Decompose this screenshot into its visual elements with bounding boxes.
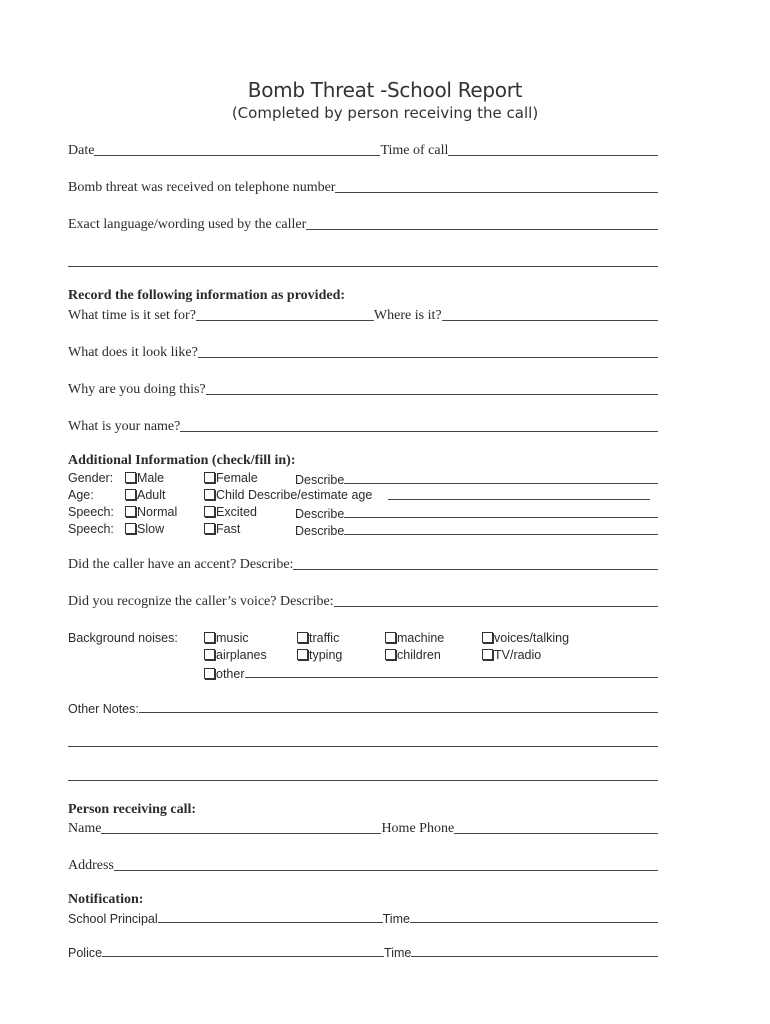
where-label: Where is it? bbox=[373, 308, 442, 323]
gender-male-option[interactable]: Male bbox=[125, 471, 164, 485]
person-heading: Person receiving call: bbox=[68, 802, 197, 817]
address-label: Address bbox=[68, 858, 114, 873]
noise-children-option[interactable]: children bbox=[385, 648, 441, 662]
noise-airplanes-option[interactable]: airplanes bbox=[204, 648, 267, 662]
checkbox-icon[interactable] bbox=[204, 649, 215, 660]
what-time-row bbox=[68, 306, 658, 324]
speech-describe-row-1 bbox=[295, 503, 658, 521]
other-notes-field[interactable] bbox=[139, 712, 658, 713]
checkbox-icon[interactable] bbox=[204, 668, 215, 679]
where-field[interactable] bbox=[442, 320, 658, 321]
phone-row bbox=[68, 178, 658, 196]
noise-typing-option[interactable]: typing bbox=[297, 648, 342, 662]
person-name-field[interactable] bbox=[101, 833, 381, 834]
checkbox-icon[interactable] bbox=[297, 649, 308, 660]
what-time-label: What time is it set for? bbox=[68, 308, 196, 323]
noise-other-option[interactable]: other bbox=[204, 667, 245, 681]
other-notes-field-2[interactable] bbox=[68, 746, 658, 747]
accent-field[interactable] bbox=[293, 569, 658, 570]
time-of-call-label: Time of call bbox=[380, 143, 449, 158]
caller-name-field[interactable] bbox=[180, 431, 658, 432]
principal-time-field[interactable] bbox=[410, 922, 658, 923]
police-time-field[interactable] bbox=[411, 956, 658, 957]
speech-slow-option[interactable]: Slow bbox=[125, 522, 164, 536]
language-row-2 bbox=[68, 252, 658, 270]
principal-label: School Principal bbox=[68, 912, 158, 926]
police-label: Police bbox=[68, 946, 103, 960]
other-notes-row-3 bbox=[68, 766, 658, 784]
gender-describe-field[interactable] bbox=[344, 483, 658, 484]
checkbox-icon[interactable] bbox=[482, 649, 493, 660]
why-row bbox=[68, 380, 658, 398]
why-label: Why are you doing this? bbox=[68, 382, 206, 397]
language-label: Exact language/wording used by the caller bbox=[68, 217, 307, 232]
checkbox-icon[interactable] bbox=[125, 523, 136, 534]
noise-tv-radio-option[interactable]: TV/radio bbox=[482, 648, 541, 662]
home-phone-label: Home Phone bbox=[381, 821, 455, 836]
form-subtitle: (Completed by person receiving the call) bbox=[231, 104, 539, 122]
record-heading: Record the following information as provided: bbox=[68, 288, 346, 303]
speech-describe-row-2 bbox=[295, 520, 658, 538]
gender-describe-label: Describe bbox=[295, 473, 345, 487]
police-row bbox=[68, 942, 658, 960]
speech-label-2: Speech: bbox=[68, 522, 114, 536]
checkbox-icon[interactable] bbox=[297, 632, 308, 643]
notification-heading: Notification: bbox=[68, 892, 144, 907]
noise-other-row bbox=[204, 663, 658, 681]
checkbox-icon[interactable] bbox=[204, 506, 215, 517]
gender-label: Gender: bbox=[68, 471, 114, 485]
speech-describe-label-2: Describe bbox=[295, 524, 345, 538]
what-time-field[interactable] bbox=[196, 320, 374, 321]
principal-row bbox=[68, 908, 658, 926]
checkbox-icon[interactable] bbox=[125, 506, 136, 517]
caller-name-row bbox=[68, 417, 658, 435]
address-field[interactable] bbox=[114, 870, 658, 871]
noise-traffic-option[interactable]: traffic bbox=[297, 631, 339, 645]
checkbox-icon[interactable] bbox=[385, 632, 396, 643]
gender-female-option[interactable]: Female bbox=[204, 471, 258, 485]
speech-excited-option[interactable]: Excited bbox=[204, 505, 257, 519]
age-estimate-field[interactable] bbox=[388, 499, 650, 500]
checkbox-icon[interactable] bbox=[204, 472, 215, 483]
language-field-2[interactable] bbox=[68, 266, 658, 267]
checkbox-icon[interactable] bbox=[385, 649, 396, 660]
voice-label: Did you recognize the caller’s voice? Describe: bbox=[68, 594, 334, 609]
person-name-label: Name bbox=[68, 821, 102, 836]
language-field[interactable] bbox=[306, 229, 658, 230]
phone-label: Bomb threat was received on telephone number bbox=[68, 180, 336, 195]
age-adult-option[interactable]: Adult bbox=[125, 488, 166, 502]
noise-machine-option[interactable]: machine bbox=[385, 631, 444, 645]
accent-label: Did the caller have an accent? Describe: bbox=[68, 557, 294, 572]
principal-field[interactable] bbox=[158, 922, 383, 923]
speech-describe-field-1[interactable] bbox=[344, 517, 658, 518]
person-name-row bbox=[68, 819, 658, 837]
additional-heading: Additional Information (check/fill in): bbox=[68, 453, 296, 468]
look-like-row bbox=[68, 343, 658, 361]
look-like-label: What does it look like? bbox=[68, 345, 198, 360]
age-child-option[interactable]: Child Describe/estimate age bbox=[204, 488, 372, 502]
checkbox-icon[interactable] bbox=[125, 489, 136, 500]
phone-field[interactable] bbox=[335, 192, 658, 193]
other-notes-row bbox=[68, 698, 658, 716]
address-row bbox=[68, 856, 658, 874]
principal-time-label: Time bbox=[382, 912, 410, 926]
look-like-field[interactable] bbox=[198, 357, 658, 358]
background-noises-label: Background noises: bbox=[68, 631, 178, 645]
police-field[interactable] bbox=[102, 956, 384, 957]
checkbox-icon[interactable] bbox=[204, 489, 215, 500]
speech-fast-option[interactable]: Fast bbox=[204, 522, 240, 536]
language-row bbox=[68, 215, 658, 233]
police-time-label: Time bbox=[384, 946, 412, 960]
checkbox-icon[interactable] bbox=[482, 632, 493, 643]
date-label: Date bbox=[68, 143, 95, 158]
accent-row bbox=[68, 555, 658, 573]
other-notes-row-2 bbox=[68, 732, 658, 750]
checkbox-icon[interactable] bbox=[125, 472, 136, 483]
time-of-call-field[interactable] bbox=[448, 155, 658, 156]
date-field[interactable] bbox=[94, 155, 380, 156]
noise-voices-option[interactable]: voices/talking bbox=[482, 631, 569, 645]
checkbox-icon[interactable] bbox=[204, 523, 215, 534]
caller-name-label: What is your name? bbox=[68, 419, 181, 434]
other-notes-field-3[interactable] bbox=[68, 780, 658, 781]
age-label: Age: bbox=[68, 488, 94, 502]
form-title: Bomb Threat -School Report bbox=[247, 78, 523, 102]
voice-row bbox=[68, 592, 658, 610]
noise-other-field[interactable] bbox=[245, 677, 659, 678]
other-notes-label: Other Notes: bbox=[68, 702, 139, 716]
gender-describe-row bbox=[295, 469, 658, 487]
home-phone-field[interactable] bbox=[454, 833, 658, 834]
speech-normal-option[interactable]: Normal bbox=[125, 505, 177, 519]
speech-describe-label-1: Describe bbox=[295, 507, 345, 521]
voice-field[interactable] bbox=[334, 606, 658, 607]
speech-label-1: Speech: bbox=[68, 505, 114, 519]
checkbox-icon[interactable] bbox=[204, 632, 215, 643]
date-row bbox=[68, 141, 658, 159]
speech-describe-field-2[interactable] bbox=[344, 534, 658, 535]
why-field[interactable] bbox=[206, 394, 658, 395]
noise-music-option[interactable]: music bbox=[204, 631, 249, 645]
